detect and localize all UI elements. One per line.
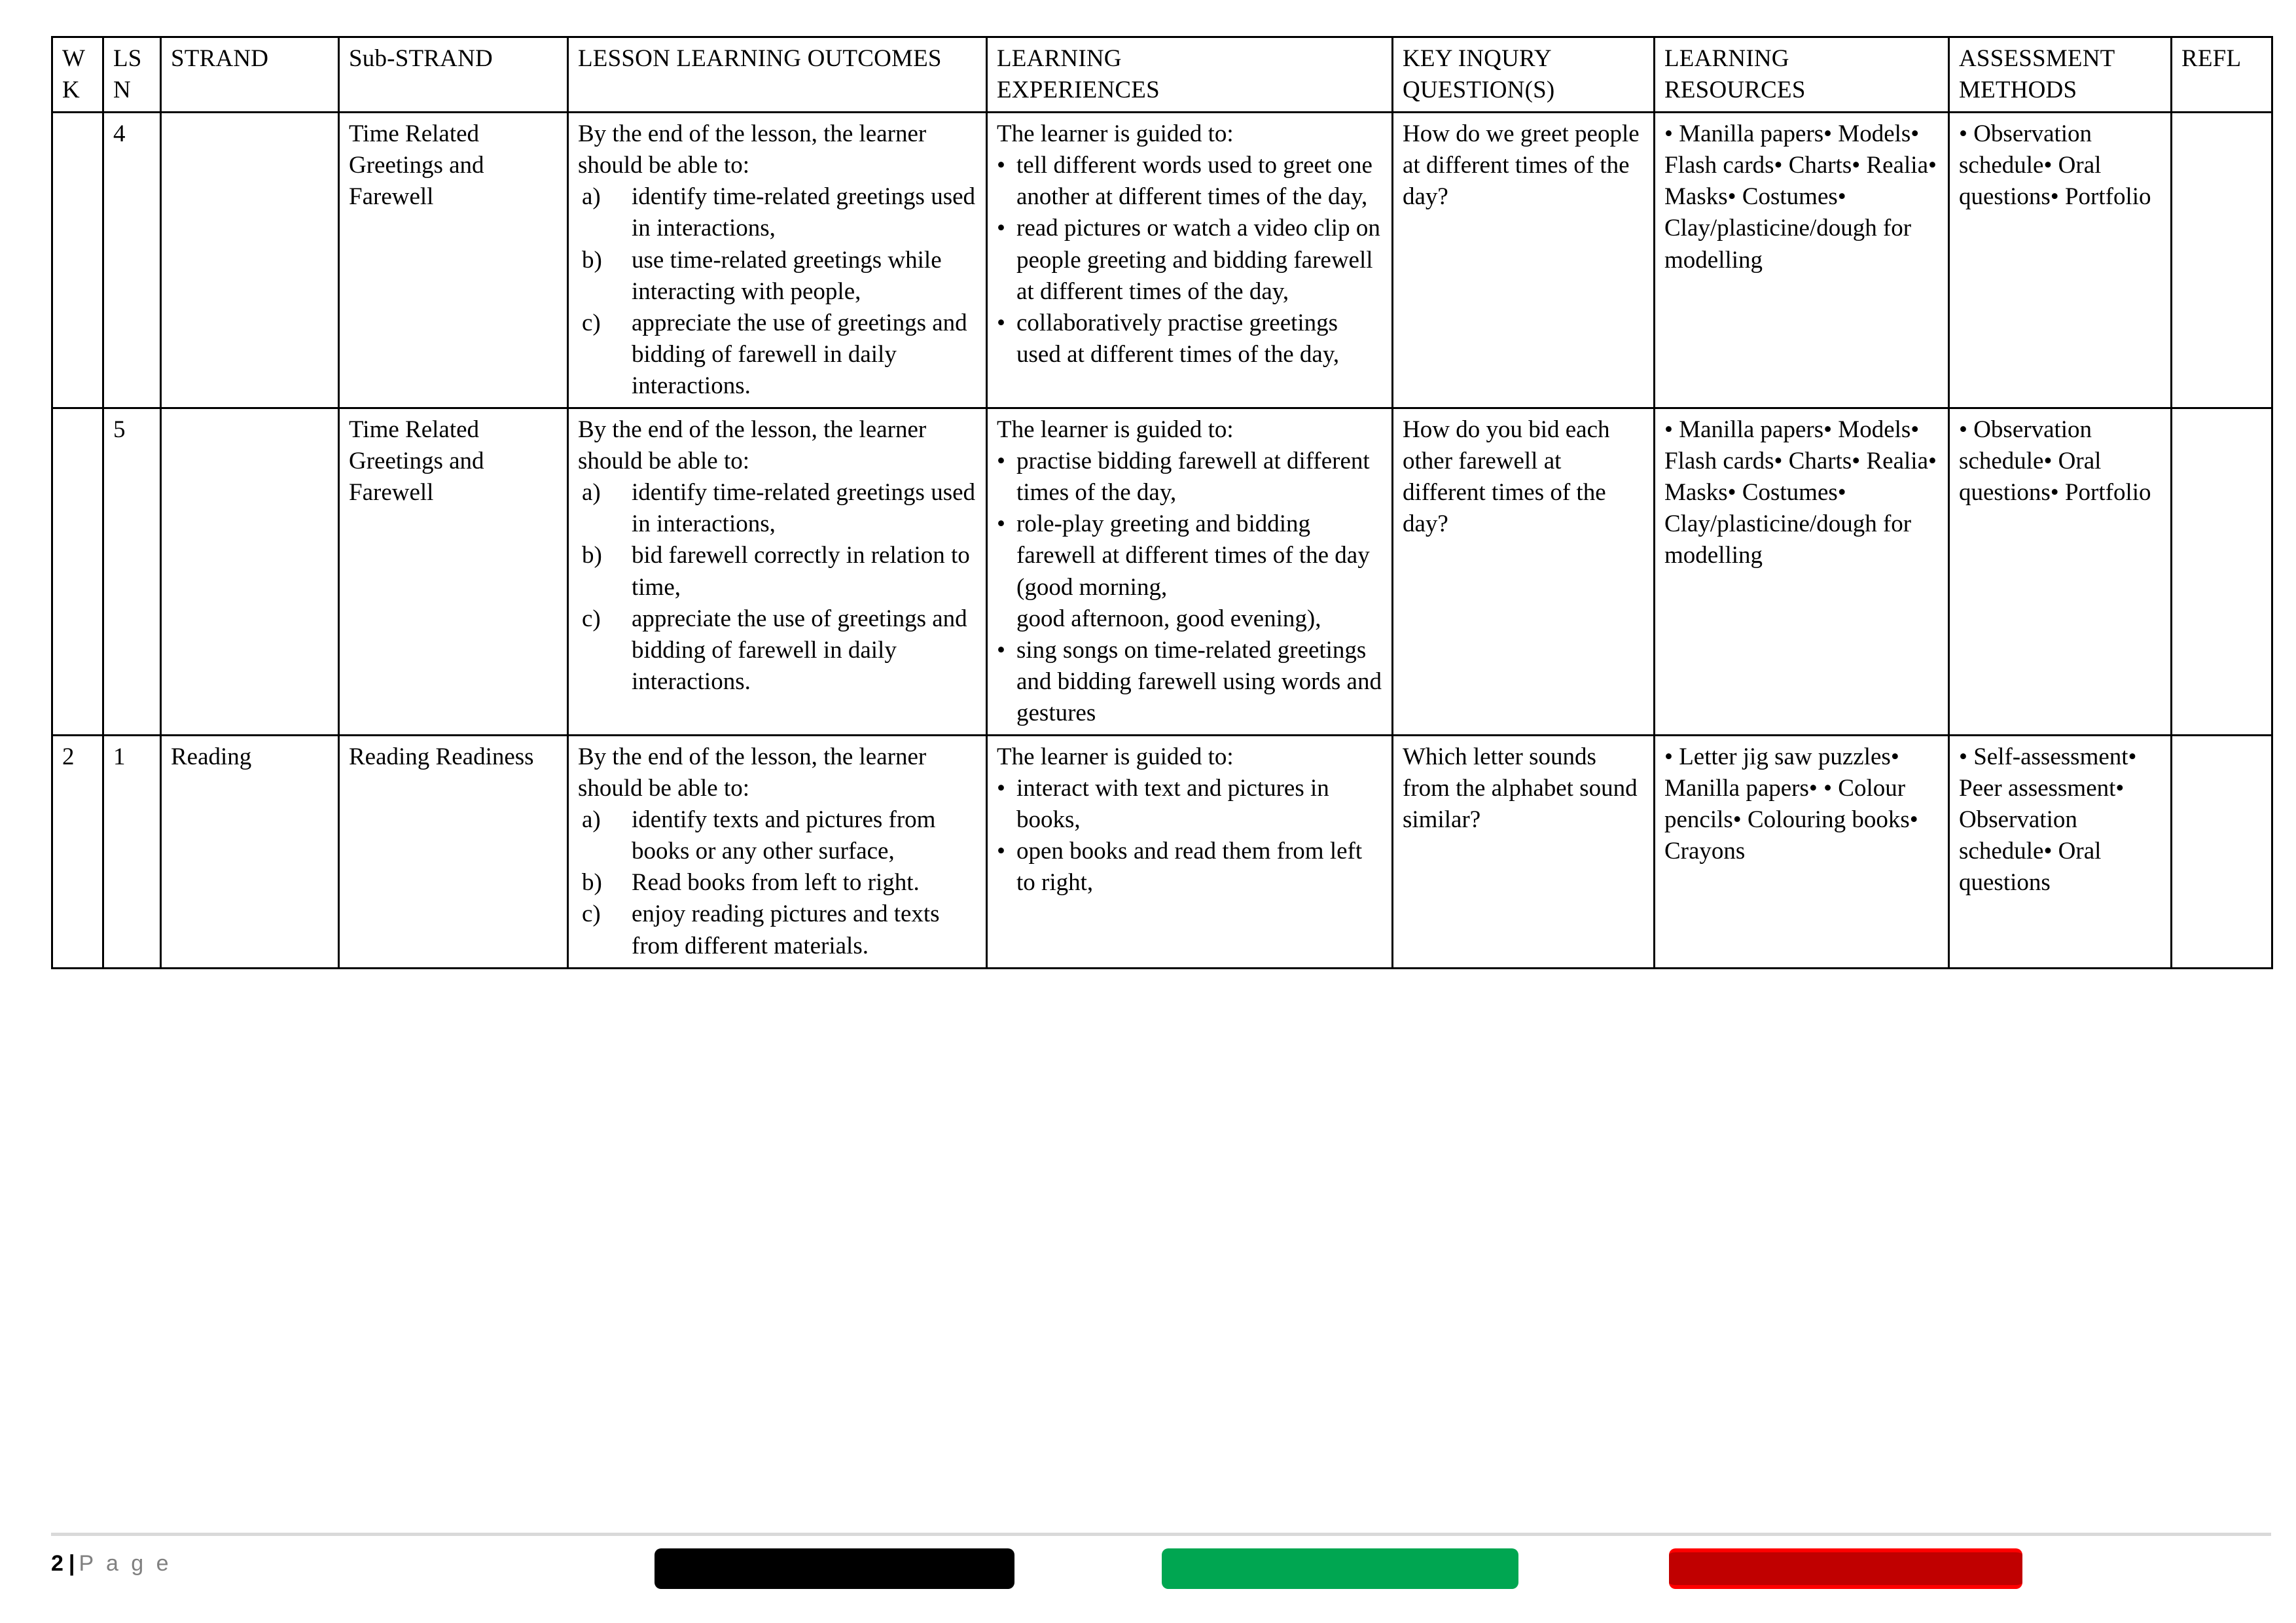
col-header-assessment bbox=[1949, 37, 2172, 113]
cell-week bbox=[52, 113, 103, 408]
bullet-icon: • bbox=[997, 309, 1005, 336]
col-header-assessment-line1: ASSESSMENT bbox=[1959, 45, 2115, 72]
experiences-list bbox=[997, 446, 1384, 729]
outcome-item bbox=[578, 477, 978, 540]
outcomes-lead: By the end of the lesson, the learner should be able to: bbox=[578, 120, 927, 179]
scheme-of-work-table bbox=[51, 36, 2273, 969]
cell-learning-experiences bbox=[987, 735, 1393, 968]
col-header-assessment-line2: METHODS bbox=[1959, 77, 2077, 104]
experience-item-text: read pictures or watch a video clip on people greeting and bidding farewell at different times of the day, bbox=[1016, 215, 1380, 305]
outcomes-lead: By the end of the lesson, the learner should be able to: bbox=[578, 416, 927, 475]
table-row bbox=[52, 735, 2272, 968]
cell-reflection bbox=[2172, 735, 2272, 968]
col-header-lsn-line2: N bbox=[113, 77, 131, 104]
outcome-item-marker: a) bbox=[582, 479, 601, 507]
cell-learning-experiences bbox=[987, 113, 1393, 408]
cell-week bbox=[52, 408, 103, 736]
outcomes-lead: By the end of the lesson, the learner should be able to: bbox=[578, 743, 927, 802]
outcome-item-marker: b) bbox=[582, 246, 602, 274]
experience-item bbox=[997, 150, 1384, 213]
bullet-icon: • bbox=[997, 775, 1005, 802]
outcome-item bbox=[578, 899, 978, 961]
experience-continuation bbox=[997, 603, 1384, 635]
table-header-row bbox=[52, 37, 2272, 113]
footer-page-word: P a g e bbox=[79, 1551, 172, 1576]
footer-page-indicator bbox=[51, 1551, 172, 1577]
experience-item bbox=[997, 446, 1384, 508]
col-header-lsn bbox=[103, 37, 161, 113]
experience-item-text: good afternoon, good evening), bbox=[1016, 605, 1321, 632]
col-header-outcomes-line1: LESSON LEARNING OUTCOMES bbox=[578, 45, 942, 72]
cell-key-inquiry-question: Which letter sounds from the alphabet sound similar? bbox=[1393, 735, 1655, 968]
outcome-item-text: appreciate the use of greetings and bidding of farewell in daily interactions. bbox=[632, 309, 967, 399]
table-body bbox=[52, 113, 2272, 968]
col-header-wk-line1: W bbox=[62, 45, 86, 72]
experience-item-text: sing songs on time-related greetings and bidding farewell using words and gestures bbox=[1016, 636, 1382, 726]
outcome-item bbox=[578, 603, 978, 698]
table-row bbox=[52, 113, 2272, 408]
experiences-list bbox=[997, 773, 1384, 899]
outcome-item-text: bid farewell correctly in relation to time, bbox=[632, 542, 970, 601]
outcome-item-text: identify time-related greetings used in interactions, bbox=[632, 183, 976, 242]
cell-key-inquiry-question: How do we greet people at different times of the day? bbox=[1393, 113, 1655, 408]
bullet-icon: • bbox=[997, 636, 1005, 664]
outcome-item bbox=[578, 540, 978, 603]
table-row bbox=[52, 408, 2272, 736]
experience-item bbox=[997, 836, 1384, 899]
experiences-lead: The learner is guided to: bbox=[997, 416, 1234, 444]
cell-strand bbox=[161, 408, 339, 736]
outcome-item-text: appreciate the use of greetings and bidding of farewell in daily interactions. bbox=[632, 605, 967, 695]
cell-substrand: Time Related Greetings and Farewell bbox=[339, 408, 568, 736]
outcome-item-marker: c) bbox=[582, 901, 601, 928]
cell-substrand: Time Related Greetings and Farewell bbox=[339, 113, 568, 408]
cell-strand bbox=[161, 113, 339, 408]
outcome-item-marker: b) bbox=[582, 869, 602, 897]
experience-item bbox=[997, 213, 1384, 307]
outcomes-list bbox=[578, 181, 978, 402]
cell-assessment-methods: • Self-assessment• Peer assessment• Observation schedule• Oral questions bbox=[1949, 735, 2172, 968]
col-header-strand bbox=[161, 37, 339, 113]
outcome-item-marker: b) bbox=[582, 542, 602, 569]
bullet-icon: • bbox=[997, 215, 1005, 242]
cell-key-inquiry-question: How do you bid each other farewell at different times of the day? bbox=[1393, 408, 1655, 736]
outcome-item bbox=[578, 181, 978, 244]
outcome-item bbox=[578, 308, 978, 402]
outcome-item-marker: a) bbox=[582, 183, 601, 211]
experience-item-text: practise bidding farewell at different times of the day, bbox=[1016, 448, 1370, 507]
cell-week: 2 bbox=[52, 735, 103, 968]
cell-reflection bbox=[2172, 408, 2272, 736]
col-header-substrand-line1: Sub-STRAND bbox=[349, 45, 493, 72]
outcome-item-text: enjoy reading pictures and texts from different materials. bbox=[632, 901, 940, 959]
outcomes-list bbox=[578, 804, 978, 961]
col-header-wk bbox=[52, 37, 103, 113]
col-header-experiences bbox=[987, 37, 1393, 113]
cell-assessment-methods: • Observation schedule• Oral questions• Portfolio bbox=[1949, 113, 2172, 408]
experience-item-text: interact with text and pictures in books, bbox=[1016, 775, 1329, 834]
cell-learning-outcomes bbox=[568, 408, 987, 736]
cell-learning-resources: • Manilla papers• Models• Flash cards• Charts• Realia• Masks• Costumes• Clay/plasticine/dough for modelling bbox=[1655, 113, 1949, 408]
bullet-icon: • bbox=[997, 448, 1005, 475]
outcome-item-text: identify texts and pictures from books or any other surface, bbox=[632, 806, 936, 865]
col-header-substrand bbox=[339, 37, 568, 113]
col-header-strand-line1: STRAND bbox=[171, 45, 269, 72]
outcomes-list bbox=[578, 477, 978, 698]
cell-lesson-number: 4 bbox=[103, 113, 161, 408]
cell-strand: Reading bbox=[161, 735, 339, 968]
cell-lesson-number: 5 bbox=[103, 408, 161, 736]
cell-learning-experiences bbox=[987, 408, 1393, 736]
col-header-inquiry-line1: KEY INQURY bbox=[1403, 45, 1552, 72]
experience-item-text: collaboratively practise greetings used at different times of the day, bbox=[1016, 309, 1340, 368]
outcome-item-marker: a) bbox=[582, 806, 601, 834]
outcome-item bbox=[578, 245, 978, 308]
col-header-lsn-line1: LS bbox=[113, 45, 142, 72]
experience-item-text: open books and read them from left to right, bbox=[1016, 838, 1363, 897]
outcome-item-text: identify time-related greetings used in interactions, bbox=[632, 479, 976, 538]
footer-red-bar bbox=[1669, 1548, 2022, 1589]
col-header-refl bbox=[2172, 37, 2272, 113]
col-header-outcomes bbox=[568, 37, 987, 113]
footer-divider bbox=[51, 1533, 2271, 1536]
outcome-item-marker: c) bbox=[582, 605, 601, 632]
bullet-icon: • bbox=[997, 838, 1005, 865]
cell-substrand: Reading Readiness bbox=[339, 735, 568, 968]
col-header-inquiry-line2: QUESTION(S) bbox=[1403, 77, 1555, 104]
bullet-icon: • bbox=[997, 510, 1005, 538]
outcome-item bbox=[578, 804, 978, 867]
cell-learning-resources: • Manilla papers• Models• Flash cards• Charts• Realia• Masks• Costumes• Clay/plasticine/dough for modelling bbox=[1655, 408, 1949, 736]
experience-item bbox=[997, 508, 1384, 603]
col-header-experiences-line1: LEARNING bbox=[997, 45, 1122, 72]
experience-item bbox=[997, 308, 1384, 370]
footer-green-bar bbox=[1162, 1548, 1518, 1589]
col-header-resources-line2: RESOURCES bbox=[1664, 77, 1806, 104]
cell-learning-outcomes bbox=[568, 735, 987, 968]
bullet-icon: • bbox=[997, 152, 1005, 179]
col-header-experiences-line2: EXPERIENCES bbox=[997, 77, 1160, 104]
cell-assessment-methods: • Observation schedule• Oral questions• Portfolio bbox=[1949, 408, 2172, 736]
cell-learning-outcomes bbox=[568, 113, 987, 408]
experience-item-text: role-play greeting and bidding farewell at different times of the day (good morning, bbox=[1016, 510, 1370, 601]
outcome-item-marker: c) bbox=[582, 309, 601, 336]
experiences-list bbox=[997, 150, 1384, 370]
outcome-item-text: Read books from left to right. bbox=[632, 869, 920, 897]
cell-learning-resources: • Letter jig saw puzzles• Manilla papers• • Colour pencils• Colouring books• Crayons bbox=[1655, 735, 1949, 968]
experiences-lead: The learner is guided to: bbox=[997, 120, 1234, 148]
col-header-resources bbox=[1655, 37, 1949, 113]
experiences-lead: The learner is guided to: bbox=[997, 743, 1234, 770]
col-header-wk-line2: K bbox=[62, 77, 80, 104]
cell-reflection bbox=[2172, 113, 2272, 408]
footer-black-bar bbox=[655, 1548, 1014, 1589]
outcome-item-text: use time-related greetings while interacting with people, bbox=[632, 246, 942, 305]
footer-page-number: 2 bbox=[51, 1551, 63, 1576]
experience-item-text: tell different words used to greet one another at different times of the day, bbox=[1016, 152, 1372, 211]
footer-separator: | bbox=[68, 1551, 75, 1576]
col-header-inquiry bbox=[1393, 37, 1655, 113]
col-header-resources-line1: LEARNING bbox=[1664, 45, 1789, 72]
outcome-item bbox=[578, 867, 978, 899]
cell-lesson-number: 1 bbox=[103, 735, 161, 968]
col-header-refl-line1: REFL bbox=[2181, 45, 2242, 72]
experience-item bbox=[997, 773, 1384, 836]
experience-item bbox=[997, 635, 1384, 729]
